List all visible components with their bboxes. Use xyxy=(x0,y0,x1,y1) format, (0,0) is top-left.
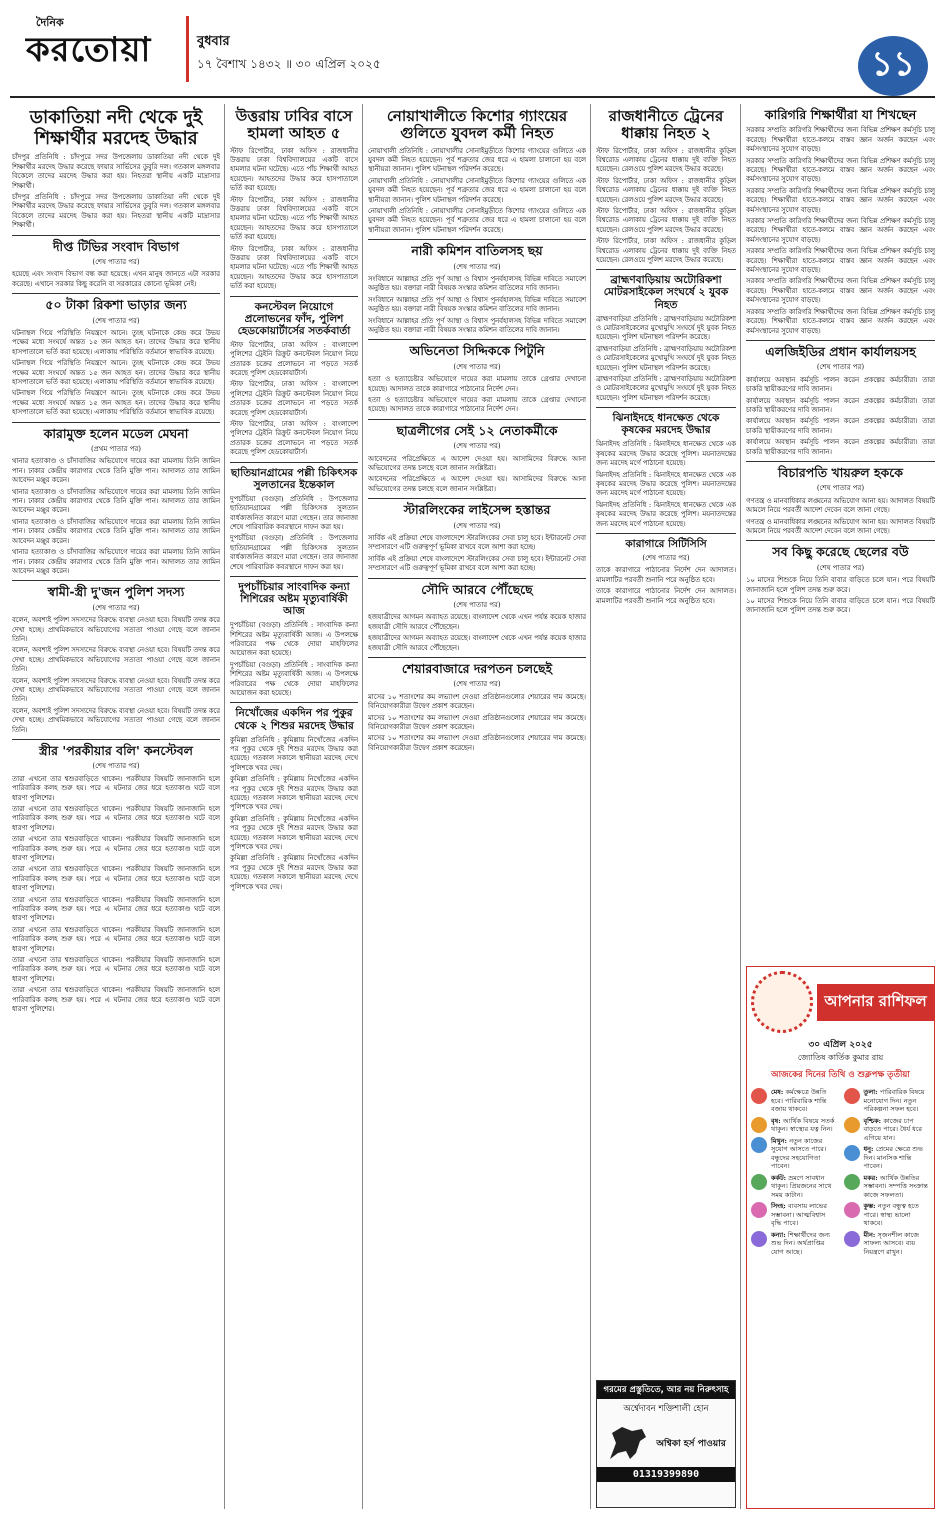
article-body: ঘটনাস্থল গিয়ে পরিস্থিতি নিয়ন্ত্রণে আনে। তুচ্ছ ঘটনাকে কেন্দ্র করে উভয় পক্ষের মধ্যে সংঘর্ষে অন্তত ১৫ জন আহত হন। তাদের উদ্ধার করে স্থানীয় হাসপাতালে ভর্তি করা হয়েছে। এলাকায় পরিস্থিতি বর্তমানে স্বাভাবিক রয়েছে। xyxy=(12,389,220,417)
sign-text: শিক্ষার্থীদের জন্য শুভ দিন। অর্থপ্রাপ্তির যোগ আছে। xyxy=(771,1230,831,1256)
article-body: কুমিল্লা প্রতিনিধি : কুমিল্লায় নিখোঁজের একদিন পর পুকুর থেকে দুই শিশুর মরদেহ উদ্ধার করা হয়েছে। গতকাল সকালে স্থানীয়রা মরদেহ দেখে পুলিশকে খবর দেয়। xyxy=(230,775,358,812)
section-rule xyxy=(368,339,586,340)
article-body: থানার হত্যাকাণ্ড ও চাঁদাবাজির অভিযোগে দায়ের করা মামলায় তিনি জামিন পান। ঢাকার কেন্দ্রীয় কারাগার থেকে তিনি মুক্তি পান। আদালত তার জামিন আবেদন মঞ্জুর করেন। xyxy=(12,457,220,485)
article-body: সংবিধানে আল্লাহর প্রতি পূর্ণ আস্থা ও বিশ্বাস পুনর্বহালসহ বিভিন্ন দাবিতে সমাবেশ অনুষ্ঠিত হয়। বক্তারা নারী বিষয়ক সংস্কার কমিশন বাতিলের দাবি জানান। xyxy=(368,274,586,293)
tithi-line: আজকের দিনের তিথি ও শুক্লপক্ষ তৃতীয়া xyxy=(771,1070,910,1080)
article-body: মাসের ১০ শতাংশের কম লভ্যাংশ দেওয়া প্রতিষ্ঠানগুলোর শেয়ারের দাম কমেছে। বিনিয়োগকারীরা উদ্বেগ প্রকাশ করেছেন। xyxy=(368,713,586,731)
article-body: চাঁদপুর প্রতিনিধি : চাঁদপুরে সদর উপজেলায় ডাকাতিয়া নদী থেকে দুই শিক্ষার্থীর মরদেহ উদ্ধার করেছে ফায়ার সার্ভিসের ডুবুরি দল। গতকাল মঙ্গলবার বিকেলে তাদের মরদেহ উদ্ধার করা হয়। নিহতরা স্থানীয় একটি মাদ্রাসার শিক্ষার্থী। xyxy=(12,153,220,190)
column-rule xyxy=(362,104,363,1509)
article-body: স্টাফ রিপোর্টার, ঢাকা অফিস : রাজধানীর কুড়িল বিশ্বরোড এলাকায় ট্রেনের ধাক্কায় দুই ব্যক্তি নিহত হয়েছেন। রেলওয়ে পুলিশ মরদেহ উদ্ধার করেছে। xyxy=(596,237,736,264)
sign-name: মিথুন: xyxy=(771,1136,790,1145)
article-headline: সব কিছু করেছে ছেলের বউ xyxy=(772,544,909,560)
article-body: সংবিধানে আল্লাহর প্রতি পূর্ণ আস্থা ও বিশ্বাস পুনর্বহালসহ বিভিন্ন দাবিতে সমাবেশ অনুষ্ঠিত হয়। বক্তারা নারী বিষয়ক সংস্কার কমিশন বাতিলের দাবি জানান। xyxy=(368,316,586,334)
article-body: কার্যালয়ে অবস্থান কর্মসূচি পালন করেন প্রকল্পের কর্মচারীরা। তারা চাকরি স্থায়ীকরণের দাবি জানান। xyxy=(746,438,935,456)
horoscope-sign xyxy=(844,1202,931,1228)
article-headline: অভিনেতা সিদ্দিককে পিটুনি xyxy=(409,343,545,359)
zodiac-sign-icon xyxy=(751,1137,767,1153)
article-body: থানার হত্যাকাণ্ড ও চাঁদাবাজির অভিযোগে দায়ের করা মামলায় তিনি জামিন পান। ঢাকার কেন্দ্রীয় কারাগার থেকে তিনি মুক্তি পান। আদালত তার জামিন আবেদন মঞ্জুর করেন। xyxy=(12,517,220,545)
article-headline: ব্রাহ্মণবাড়িয়ায় অটোরিকশা মোটরসাইকেল সংঘর্ষে ২ যুবক নিহত xyxy=(603,274,729,311)
horoscope-sign xyxy=(751,1088,838,1114)
section-rule xyxy=(12,293,220,294)
ad-slogan: অর্শ্বেদাবন শক্তিশালী হোন xyxy=(623,1404,709,1414)
article-body: স্টাফ রিপোর্টার, ঢাকা অফিস : রাজধানীর উত্তরায় ঢাকা বিশ্ববিদ্যালয়ের একটি বাসে হামলার ঘটনা ঘটেছে। এতে পাঁচ শিক্ষার্থী আহত হয়েছেন। আহতদের উদ্ধার করে হাসপাতালে ভর্তি করা হয়েছে। xyxy=(230,244,358,291)
article-body: সরকার সম্প্রতি কারিগরি শিক্ষার্থীদের জন্য বিভিন্ন প্রশিক্ষণ কর্মসূচি চালু করেছে। শিক্ষার্থীরা হাতে-কলমে বাস্তব জ্ঞান অর্জন করছেন এবং কর্মসংস্থানের সুযোগ বাড়ছে। xyxy=(746,247,935,275)
article-body: মাসের ১০ শতাংশের কম লভ্যাংশ দেওয়া প্রতিষ্ঠানগুলোর শেয়ারের দাম কমেছে। বিনিয়োগকারীরা উদ্বেগ প্রকাশ করেছেন। xyxy=(368,734,586,752)
sign-text: ব্যবসায় লাভের সম্ভাবনা। আত্মবিশ্বাস বৃদ্ধি পাবে। xyxy=(771,1202,827,1227)
article-body: আবেদনের পরিপ্রেক্ষিতে এ আদেশ দেওয়া হয়। আসামিদের বিরুদ্ধে আনা অভিযোগের তদন্ত চলছে বলে জানান সংশ্লিষ্টরা। xyxy=(368,454,586,472)
article-body: সরকার সম্প্রতি কারিগরি শিক্ষার্থীদের জন্য বিভিন্ন প্রশিক্ষণ কর্মসূচি চালু করেছে। শিক্ষার্থীরা হাতে-কলমে বাস্তব জ্ঞান অর্জন করছেন এবং কর্মসংস্থানের সুযোগ বাড়ছে। xyxy=(746,186,935,214)
sign-name: মেষ: xyxy=(771,1088,786,1096)
ad-top-line: গরমের প্রস্তুতিতে, আর নয় নিরুৎসাহ xyxy=(597,1381,735,1399)
masthead-rule xyxy=(10,96,935,98)
section-rule xyxy=(230,462,358,463)
horoscope-sign xyxy=(751,1174,838,1200)
article-headline: নিখোঁজের একদিন পর পুকুর থেকে ২ শিশুর মরদেহ উদ্ধার xyxy=(234,707,354,732)
logo-small-text: দৈনিক xyxy=(36,16,64,29)
article-body: স্টাফ রিপোর্টার, ঢাকা অফিস : বাংলাদেশ পুলিশের ট্রেইনি রিক্রুট কনস্টেবল নিয়োগ নিয়ে প্রতারক চক্রের প্রলোভনে না পড়তে সতর্ক করেছে পুলিশ হেডকোয়ার্টার্স। xyxy=(230,340,358,377)
article-body: ব্রাহ্মণবাড়িয়া প্রতিনিধি : ব্রাহ্মণবাড়িয়ায় অটোরিকশা ও মোটরসাইকেলের মুখোমুখি সংঘর্ষে দুই যুবক নিহত হয়েছেন। পুলিশ ঘটনাস্থল পরিদর্শন করেছে। xyxy=(596,314,736,342)
article-body: ঝিনাইদহ প্রতিনিধি : ঝিনাইদহে ধানক্ষেত থেকে এক কৃষকের মরদেহ উদ্ধার করেছে পুলিশ। ময়নাতদন্তের জন্য মরদেহ মর্গে পাঠানো হয়েছে। xyxy=(596,500,736,528)
jump-line: (শেষ পাতার পর) xyxy=(816,484,865,493)
sign-text: কাজের চাপ বাড়তে পারে। ধৈর্য ধরে এগিয়ে যান। xyxy=(863,1116,922,1142)
horoscope-sign xyxy=(844,1088,931,1114)
article-body: সরকার সম্প্রতি কারিগরি শিক্ষার্থীদের জন্য বিভিন্ন প্রশিক্ষণ কর্মসূচি চালু করেছে। শিক্ষার্থীরা হাতে-কলমে বাস্তব জ্ঞান অর্জন করছেন এবং কর্মসংস্থানের সুযোগ বাড়ছে। xyxy=(746,307,935,335)
article-body: ব্রাহ্মণবাড়িয়া প্রতিনিধি : ব্রাহ্মণবাড়িয়ায় অটোরিকশা ও মোটরসাইকেলের মুখোমুখি সংঘর্ষে দুই যুবক নিহত হয়েছেন। পুলিশ ঘটনাস্থল পরিদর্শন করেছে। xyxy=(596,344,736,372)
article-body: নোয়াখালী প্রতিনিধি : নোয়াখালীর সোনাইমুড়ীতে কিশোর গ্যাংয়ের গুলিতে এক যুবদল কর্মী নিহত হয়েছেন। পূর্ব শত্রুতার জের ধরে এ হামলা চালানো হয় বলে স্থানীয়রা জানান। পুলিশ ঘটনাস্থল পরিদর্শন করেছে। xyxy=(368,176,586,204)
article-body: চাঁদপুর প্রতিনিধি : চাঁদপুরে সদর উপজেলায় ডাকাতিয়া নদী থেকে দুই শিক্ষার্থীর মরদেহ উদ্ধার করেছে ফায়ার সার্ভিসের ডুবুরি দল। গতকাল মঙ্গলবার বিকেলে তাদের মরদেহ উদ্ধার করা হয়। নিহতরা স্থানীয় একটি মাদ্রাসার শিক্ষার্থী। xyxy=(12,193,220,230)
sign-text: পারিবারিক বিষয়ে মনোযোগ দিন। নতুন পরিকল্পনা সফল হবে। xyxy=(863,1088,925,1113)
article-body: থানার হত্যাকাণ্ড ও চাঁদাবাজির অভিযোগে দায়ের করা মামলায় তিনি জামিন পান। ঢাকার কেন্দ্রীয় কারাগার থেকে তিনি মুক্তি পান। আদালত তার জামিন আবেদন মঞ্জুর করেন। xyxy=(12,548,220,575)
section-rule xyxy=(368,578,586,579)
article-body: দুপচাঁচিয়া (বগুড়া) প্রতিনিধি : সাংবাদিক কন্যা শিশিরের অষ্টম মৃত্যুবার্ষিকী আজ। এ উপলক্ষে পরিবারের পক্ষ থেকে দোয়া মাহফিলের আয়োজন করা হয়েছে। xyxy=(230,621,358,658)
article-body: কার্যালয়ে অবস্থান কর্মসূচি পালন করেন প্রকল্পের কর্মচারীরা। তারা চাকরি স্থায়ীকরণের দাবি জানান। xyxy=(746,375,935,394)
article-headline: শেয়ারবাজারে দরপতন চলছেই xyxy=(401,661,553,676)
article-body: দুপচাঁচিয়া (বগুড়া) প্রতিনিধি : সাংবাদিক কন্যা শিশিরের অষ্টম মৃত্যুবার্ষিকী আজ। এ উপলক্ষে পরিবারের পক্ষ থেকে দোয়া মাহফিলের আয়োজন করা হয়েছে। xyxy=(230,660,358,698)
column-rule xyxy=(224,104,225,1509)
zodiac-wheel-icon xyxy=(751,971,813,1033)
article-headline: সৌদি আরবে পৌঁছেছে xyxy=(421,581,533,597)
section-rule xyxy=(746,461,935,462)
section-rule xyxy=(230,702,358,703)
jump-line: (শেষ পাতার পর) xyxy=(92,603,140,612)
article-headline: স্ত্রীর 'পরকীয়ার বলি' কনস্টেবল xyxy=(39,742,193,758)
masthead-divider xyxy=(186,16,189,82)
article-body: স্টাফ রিপোর্টার, ঢাকা অফিস : রাজধানীর কুড়িল বিশ্বরোড এলাকায় ট্রেনের ধাক্কায় দুই ব্যক্তি নিহত হয়েছেন। রেলওয়ে পুলিশ মরদেহ উদ্ধার করেছে। xyxy=(596,146,736,174)
jump-line: (শেষ পাতার পর) xyxy=(453,262,501,271)
sign-name: কর্কট: xyxy=(771,1173,789,1182)
article-body: নোয়াখালী প্রতিনিধি : নোয়াখালীর সোনাইমুড়ীতে কিশোর গ্যাংয়ের গুলিতে এক যুবদল কর্মী নিহত হয়েছেন। পূর্ব শত্রুতার জের ধরে এ হামলা চালানো হয় বলে স্থানীয়রা জানান। পুলিশ ঘটনাস্থল পরিদর্শন করেছে। xyxy=(368,146,586,174)
horoscope-title: আপনার রাশিফল xyxy=(817,984,934,1021)
zodiac-sign-icon xyxy=(751,1174,767,1190)
article-body: সার্বিক এই প্রক্রিয়া শেষে বাংলাদেশে স্টারলিংকের সেবা চালু হবে। ইন্টারনেট সেবা সম্প্রসারণে এটি গুরুত্বপূর্ণ ভূমিকা রাখবে বলে আশা করা হচ্ছে। xyxy=(368,554,586,573)
ad-brand-row xyxy=(597,1419,735,1467)
jump-line: (শেষ পাতার পর) xyxy=(453,362,501,371)
article-body: ঘটনাস্থল গিয়ে পরিস্থিতি নিয়ন্ত্রণে আনে। তুচ্ছ ঘটনাকে কেন্দ্র করে উভয় পক্ষের মধ্যে সংঘর্ষে অন্তত ১৫ জন আহত হন। তাদের উদ্ধার করে স্থানীয় হাসপাতালে ভর্তি করা হয়েছে। এলাকায় পরিস্থিতি বর্তমানে স্বাভাবিক রয়েছে। xyxy=(12,329,220,356)
column-1 xyxy=(12,104,220,1509)
jump-line: (শেষ পাতার পর) xyxy=(453,442,501,451)
zodiac-sign-icon xyxy=(751,1117,767,1133)
advertisement[interactable] xyxy=(596,1380,736,1508)
newspaper-logo: করতোয়া xyxy=(26,30,152,70)
page-number-badge: ১১ xyxy=(858,36,928,96)
article-body: গণতন্ত্র ও মানবাধিকার লঙ্ঘনের অভিযোগ আনা হয়। আদালত বিষয়টি আমলে নিয়ে পরবর্তী আদেশ দেবেন বলে জানা গেছে। xyxy=(746,517,935,535)
article-headline: নোয়াখালীতে কিশোর গ্যাংয়ের গুলিতে যুবদল কর্মী নিহত xyxy=(386,107,568,143)
column-2 xyxy=(230,104,358,1509)
horoscope-box xyxy=(746,966,935,1509)
zodiac-sign-icon xyxy=(844,1117,860,1133)
sign-name: তুলা: xyxy=(863,1088,880,1096)
article-body: কার্যালয়ে অবস্থান কর্মসূচি পালন করেন প্রকল্পের কর্মচারীরা। তারা চাকরি স্থায়ীকরণের দাবি জানান। xyxy=(746,396,935,414)
article-body: তারা এখনো তার শ্বশুরবাড়িতে থাকেন। পরকীয়ার বিষয়টি জানাজানি হলে পারিবারিক কলহ শুরু হয়। পরে এ ঘটনার জের ধরে হত্যাকাণ্ড ঘটে বলে ধারণা পুলিশের। xyxy=(12,804,220,832)
article-body: ব্রাহ্মণবাড়িয়া প্রতিনিধি : ব্রাহ্মণবাড়িয়ায় অটোরিকশা ও মোটরসাইকেলের মুখোমুখি সংঘর্ষে দুই যুবক নিহত হয়েছেন। পুলিশ ঘটনাস্থল পরিদর্শন করেছে। xyxy=(596,375,736,402)
sign-text: কর্মক্ষেত্রে উন্নতি হবে। পারিবারিক শান্তি বজায় থাকবে। xyxy=(771,1088,827,1113)
column-5 xyxy=(746,104,935,824)
sign-text: নতুন কাজের সুযোগ আসতে পারে। বন্ধুদের সহযোগিতা পাবেন। xyxy=(771,1136,827,1170)
jump-line: (শেষ পাতার পর) xyxy=(816,563,865,572)
zodiac-sign-icon xyxy=(751,1202,767,1218)
article-body: তাকে কারাগারে পাঠানোর নির্দেশ দেন আদালত। মামলাটির পরবর্তী শুনানি পরে অনুষ্ঠিত হবে। xyxy=(596,566,736,584)
article-headline: স্বামী-স্ত্রী দু'জন পুলিশ সদস্য xyxy=(47,584,185,600)
sign-name: বৃষ: xyxy=(771,1116,783,1125)
article-headline: ছাতিয়ানগ্রামের পল্লী চিকিৎসক সুলতানের ইন্তেকাল xyxy=(230,466,358,491)
article-headline: বিচারপতি খায়রুল হককে xyxy=(777,464,904,480)
article-body: তারা এখনো তার শ্বশুরবাড়িতে থাকেন। পরকীয়ার বিষয়টি জানাজানি হলে পারিবারিক কলহ শুরু হয়। পরে এ ঘটনার জের ধরে হত্যাকাণ্ড ঘটে বলে ধারণা পুলিশের। xyxy=(12,835,220,862)
horoscope-date: ৩০ এপ্রিল ২০২৫ xyxy=(808,1040,873,1050)
weekday-label: বুধবার xyxy=(197,34,230,49)
jump-line: (শেষ পাতার পর) xyxy=(453,680,501,689)
horoscope-sign xyxy=(751,1202,838,1228)
sign-name: ধনু: xyxy=(863,1145,876,1153)
article-body: হজযাত্রীদের আগমন অব্যাহত রয়েছে। বাংলাদেশ থেকে এখন পর্যন্ত কয়েক হাজার হজযাত্রী সৌদি আরবে পৌঁছেছেন। xyxy=(368,634,586,652)
section-rule xyxy=(230,296,358,297)
article-headline: উত্তরায় ঢাবির বাসে হামলা আহত ৫ xyxy=(235,107,353,143)
article-body: নোয়াখালী প্রতিনিধি : নোয়াখালীর সোনাইমুড়ীতে কিশোর গ্যাংয়ের গুলিতে এক যুবদল কর্মী নিহত হয়েছেন। পূর্ব শত্রুতার জের ধরে এ হামলা চালানো হয় বলে স্থানীয়রা জানান। পুলিশ ঘটনাস্থল পরিদর্শন করেছে। xyxy=(368,206,586,234)
article-body: কুমিল্লা প্রতিনিধি : কুমিল্লায় নিখোঁজের একদিন পর পুকুর থেকে দুই শিশুর মরদেহ উদ্ধার করা হয়েছে। গতকাল সকালে স্থানীয়রা মরদেহ দেখে পুলিশকে খবর দেয়। xyxy=(230,814,358,852)
sign-text: প্রেমের ক্ষেত্রে শুভ দিন। মানসিক শান্তি পাবেন। xyxy=(863,1145,923,1170)
article-body: দুপচাঁচিয়া (বগুড়া) প্রতিনিধি : উপজেলার ছাতিয়ানগ্রামের পল্লী চিকিৎসক সুলতান বার্ধক্যজনিত কারণে মারা গেছেন। তার জানাজা শেষে পারিবারিক কবরস্থানে দাফন করা হয়। xyxy=(230,494,358,531)
section-rule xyxy=(230,576,358,577)
sign-text: নতুন বন্ধুত্ব হতে পারে। স্বাস্থ্য ভালো থাকবে। xyxy=(863,1202,919,1227)
article-headline: দুপচাঁচিয়ার সাংবাদিক কন্যা শিশিরের অষ্টম মৃত্যুবার্ষিকী আজ xyxy=(238,581,350,618)
jump-line: (শেষ পাতার পর) xyxy=(642,554,690,563)
article-body: তারা এখনো তার শ্বশুরবাড়িতে থাকেন। পরকীয়ার বিষয়টি জানাজানি হলে পারিবারিক কলহ শুরু হয়। পরে এ ঘটনার জের ধরে হত্যাকাণ্ড ঘটে বলে ধারণা পুলিশের। xyxy=(12,925,220,953)
article-body: হজযাত্রীদের আগমন অব্যাহত রয়েছে। বাংলাদেশ থেকে এখন পর্যন্ত কয়েক হাজার হজযাত্রী সৌদি আরবে পৌঁছেছেন। xyxy=(368,613,586,631)
sign-name: কুম্ভ: xyxy=(863,1202,878,1210)
article-headline: নারী কমিশন বাতিলসহ ছয় xyxy=(411,243,543,259)
article-body: ঘটনাস্থল গিয়ে পরিস্থিতি নিয়ন্ত্রণে আনে। তুচ্ছ ঘটনাকে কেন্দ্র করে উভয় পক্ষের মধ্যে সংঘর্ষে অন্তত ১৫ জন আহত হন। তাদের উদ্ধার করে স্থানীয় হাসপাতালে ভর্তি করা হয়েছে। এলাকায় পরিস্থিতি বর্তমানে স্বাভাবিক রয়েছে। xyxy=(12,359,220,387)
article-body: ঝিনাইদহ প্রতিনিধি : ঝিনাইদহে ধানক্ষেত থেকে এক কৃষকের মরদেহ উদ্ধার করেছে পুলিশ। ময়নাতদন্তের জন্য মরদেহ মর্গে পাঠানো হয়েছে। xyxy=(596,440,736,468)
article-headline: দীপ্ত টিভির সংবাদ বিভাগ xyxy=(52,238,180,254)
zodiac-sign-icon xyxy=(844,1088,860,1104)
horoscope-header xyxy=(747,967,934,1037)
jump-line: (শেষ পাতার পর) xyxy=(453,521,501,530)
article-body: সরকার সম্প্রতি কারিগরি শিক্ষার্থীদের জন্য বিভিন্ন প্রশিক্ষণ কর্মসূচি চালু করেছে। শিক্ষার্থীরা হাতে-কলমে বাস্তব জ্ঞান অর্জন করছেন এবং কর্মসংস্থানের সুযোগ বাড়ছে। xyxy=(746,277,935,305)
date-label: ১৭ বৈশাখ ১৪৩২ ॥ ৩০ এপ্রিল ২০২৫ xyxy=(197,57,381,71)
article-body: কুমিল্লা প্রতিনিধি : কুমিল্লায় নিখোঁজের একদিন পর পুকুর থেকে দুই শিশুর মরদেহ উদ্ধার করা হয়েছে। গতকাল সকালে স্থানীয়রা মরদেহ দেখে পুলিশকে খবর দেয়। xyxy=(230,735,358,772)
column-rule xyxy=(590,104,591,1509)
article-body: তাকে কারাগারে পাঠানোর নির্দেশ দেন আদালত। মামলাটির পরবর্তী শুনানি পরে অনুষ্ঠিত হবে। xyxy=(596,587,736,605)
section-rule xyxy=(746,540,935,541)
section-rule xyxy=(368,239,586,240)
section-rule xyxy=(12,580,220,581)
section-rule xyxy=(596,533,736,534)
article-headline: কনস্টেবল নিয়োগে প্রলোভনের ফাঁদ, পুলিশ হেডকোয়ার্টার্সের সতর্কবার্তা xyxy=(237,300,351,337)
sign-name: মীন: xyxy=(863,1230,878,1239)
ad-brand-name: অশ্বিকা হর্স পাওয়ার xyxy=(656,1438,726,1449)
horoscope-sign xyxy=(751,1231,838,1257)
zodiac-sign-icon xyxy=(844,1202,860,1218)
sign-name: বৃশ্চিক: xyxy=(863,1116,884,1125)
section-rule xyxy=(596,269,736,270)
article-body: স্টাফ রিপোর্টার, ঢাকা অফিস : রাজধানীর কুড়িল বিশ্বরোড এলাকায় ট্রেনের ধাক্কায় দুই ব্যক্তি নিহত হয়েছেন। রেলওয়ে পুলিশ মরদেহ উদ্ধার করেছে। xyxy=(596,176,736,204)
article-body: বলেন, অবশ্যই পুলিশ সদস্যদের বিরুদ্ধে ব্যবস্থা নেওয়া হবে। বিষয়টি তদন্ত করে দেখা হচ্ছে। প্রাথমিকভাবে অভিযোগের সত্যতা পাওয়া গেছে বলে জানান তিনি। xyxy=(12,676,220,704)
horoscope-sign xyxy=(751,1137,838,1171)
article-body: তারা এখনো তার শ্বশুরবাড়িতে থাকেন। পরকীয়ার বিষয়টি জানাজানি হলে পারিবারিক কলহ শুরু হয়। পরে এ ঘটনার জের ধরে হত্যাকাণ্ড ঘটে বলে ধারণা পুলিশের। xyxy=(12,865,220,893)
horoscope-sign xyxy=(844,1117,931,1143)
zodiac-sign-icon xyxy=(751,1231,767,1247)
horoscope-sign xyxy=(844,1174,931,1200)
article-body: হত্যা ও হত্যাচেষ্টার অভিযোগে দায়ের করা মামলায় তাকে গ্রেপ্তার দেখানো হয়েছে। আদালত তাকে কারাগারে পাঠানোর নির্দেশ দেন। xyxy=(368,375,586,393)
article-body: ১০ মাসের শিশুকে নিয়ে তিনি বাবার বাড়িতে চলে যান। পরে বিষয়টি জানাজানি হলে পুলিশ তদন্ত শুরু করে। xyxy=(746,576,935,594)
column-rule xyxy=(740,104,741,1509)
section-rule xyxy=(368,498,586,499)
article-body: স্টাফ রিপোর্টার, ঢাকা অফিস : রাজধানীর উত্তরায় ঢাকা বিশ্ববিদ্যালয়ের একটি বাসে হামলার ঘটনা ঘটেছে। এতে পাঁচ শিক্ষার্থী আহত হয়েছেন। আহতদের উদ্ধার করে হাসপাতালে ভর্তি করা হয়েছে। xyxy=(230,195,358,242)
sign-name: সিংহ: xyxy=(771,1202,789,1210)
article-body: তারা এখনো তার শ্বশুরবাড়িতে থাকেন। পরকীয়ার বিষয়টি জানাজানি হলে পারিবারিক কলহ শুরু হয়। পরে এ ঘটনার জের ধরে হত্যাকাণ্ড ঘটে বলে ধারণা পুলিশের। xyxy=(12,956,220,983)
article-body: স্টাফ রিপোর্টার, ঢাকা অফিস : বাংলাদেশ পুলিশের ট্রেইনি রিক্রুট কনস্টেবল নিয়োগ নিয়ে প্রতারক চক্রের প্রলোভনে না পড়তে সতর্ক করেছে পুলিশ হেডকোয়ার্টার্স। xyxy=(230,420,358,457)
section-rule xyxy=(12,422,220,423)
jump-line: (শেষ পাতার পর) xyxy=(453,600,501,609)
section-rule xyxy=(746,340,935,341)
article-body: ঝিনাইদহ প্রতিনিধি : ঝিনাইদহে ধানক্ষেত থেকে এক কৃষকের মরদেহ উদ্ধার করেছে পুলিশ। ময়নাতদন্তের জন্য মরদেহ মর্গে পাঠানো হয়েছে। xyxy=(596,470,736,498)
article-headline: কারিগরি শিক্ষার্থীরা যা শিখছেন xyxy=(764,107,917,122)
sign-text: আর্থিক উন্নতির সম্ভাবনা। সম্পত্তি সংক্রান্ত কাজে সফলতা। xyxy=(863,1173,928,1199)
article-body: বলেন, অবশ্যই পুলিশ সদস্যদের বিরুদ্ধে ব্যবস্থা নেওয়া হবে। বিষয়টি তদন্ত করে দেখা হচ্ছে। প্রাথমিকভাবে অভিযোগের সত্যতা পাওয়া গেছে বলে জানান তিনি। xyxy=(12,646,220,674)
section-rule xyxy=(368,419,586,420)
sign-name: মকর: xyxy=(863,1173,880,1182)
zodiac-sign-icon xyxy=(844,1174,860,1190)
sign-name: কন্যা: xyxy=(771,1230,788,1239)
article-body: সার্বিক এই প্রক্রিয়া শেষে বাংলাদেশে স্টারলিংকের সেবা চালু হবে। ইন্টারনেট সেবা সম্প্রসারণে এটি গুরুত্বপূর্ণ ভূমিকা রাখবে বলে আশা করা হচ্ছে। xyxy=(368,533,586,552)
jump-line: (শেষ পাতার পর) xyxy=(816,363,865,372)
article-body: কুমিল্লা প্রতিনিধি : কুমিল্লায় নিখোঁজের একদিন পর পুকুর থেকে দুই শিশুর মরদেহ উদ্ধার করা হয়েছে। গতকাল সকালে স্থানীয়রা মরদেহ দেখে পুলিশকে খবর দেয়। xyxy=(230,854,358,891)
article-body: তারা এখনো তার শ্বশুরবাড়িতে থাকেন। পরকীয়ার বিষয়টি জানাজানি হলে পারিবারিক কলহ শুরু হয়। পরে এ ঘটনার জের ধরে হত্যাকাণ্ড ঘটে বলে ধারণা পুলিশের। xyxy=(12,986,220,1014)
sign-text: সৃজনশীল কাজে সাফল্য আসবে। ব্যয় নিয়ন্ত্রণে রাখুন। xyxy=(863,1230,919,1256)
article-body: ১০ মাসের শিশুকে নিয়ে তিনি বাবার বাড়িতে চলে যান। পরে বিষয়টি জানাজানি হলে পুলিশ তদন্ত শুরু করে। xyxy=(746,596,935,615)
zodiac-sign-icon xyxy=(844,1145,860,1161)
article-headline: রাজধানীতে ট্রেনের ধাক্কায় নিহত ২ xyxy=(608,107,724,143)
article-body: বলেন, অবশ্যই পুলিশ সদস্যদের বিরুদ্ধে ব্যবস্থা নেওয়া হবে। বিষয়টি তদন্ত করে দেখা হচ্ছে। প্রাথমিকভাবে অভিযোগের সত্যতা পাওয়া গেছে বলে জানান তিনি। xyxy=(12,706,220,734)
article-headline: ডাকাতিয়া নদী থেকে দুই শিক্ষার্থীর মরদেহ উদ্ধার xyxy=(29,107,203,149)
horoscope-signs xyxy=(747,1085,934,1262)
article-body: সরকার সম্প্রতি কারিগরি শিক্ষার্থীদের জন্য বিভিন্ন প্রশিক্ষণ কর্মসূচি চালু করেছে। শিক্ষার্থীরা হাতে-কলমে বাস্তব জ্ঞান অর্জন করছেন এবং কর্মসংস্থানের সুযোগ বাড়ছে। xyxy=(746,156,935,184)
article-body: দুপচাঁচিয়া (বগুড়া) প্রতিনিধি : উপজেলার ছাতিয়ানগ্রামের পল্লী চিকিৎসক সুলতান বার্ধক্যজনিত কারণে মারা গেছেন। তার জানাজা শেষে পারিবারিক কবরস্থানে দাফন করা হয়। xyxy=(230,534,358,571)
article-body: হয়েছে এবং সংবাদ বিভাগ বন্ধ করা হয়েছে। এখন মানুষ জানতে এটা সরকার করেছে। এখানে সরকার কিছু করেনি বা সরকারের কোনো ভূমিকা নেই। xyxy=(12,270,220,288)
section-rule xyxy=(12,235,220,236)
article-body: গণতন্ত্র ও মানবাধিকার লঙ্ঘনের অভিযোগ আনা হয়। আদালত বিষয়টি আমলে নিয়ে পরবর্তী আদেশ দেবেন বলে জানা গেছে। xyxy=(746,496,935,515)
article-body: সংবিধানে আল্লাহর প্রতি পূর্ণ আস্থা ও বিশ্বাস পুনর্বহালসহ বিভিন্ন দাবিতে সমাবেশ অনুষ্ঠিত হয়। বক্তারা নারী বিষয়ক সংস্কার কমিশন বাতিলের দাবি জানান। xyxy=(368,295,586,314)
article-headline: কারাগারে সিটিসিসি xyxy=(625,538,707,550)
jump-line: (শেষ পাতার পর) xyxy=(92,258,140,266)
article-body: তারা এখনো তার শ্বশুরবাড়িতে থাকেন। পরকীয়ার বিষয়টি জানাজানি হলে পারিবারিক কলহ শুরু হয়। পরে এ ঘটনার জের ধরে হত্যাকাণ্ড ঘটে বলে ধারণা পুলিশের। xyxy=(12,895,220,923)
horoscope-sign xyxy=(844,1145,931,1171)
sign-text: আর্থিক বিষয়ে সতর্ক থাকুন। স্বাস্থ্যের যত্ন নিন। xyxy=(771,1116,835,1133)
article-body: কার্যালয়ে অবস্থান কর্মসূচি পালন করেন প্রকল্পের কর্মচারীরা। তারা চাকরি স্থায়ীকরণের দাবি জানান। xyxy=(746,417,935,435)
article-body: মাসের ১০ শতাংশের কম লভ্যাংশ দেওয়া প্রতিষ্ঠানগুলোর শেয়ারের দাম কমেছে। বিনিয়োগকারীরা উদ্বেগ প্রকাশ করেছেন। xyxy=(368,692,586,711)
article-headline: এলজিইডির প্রধান কার্যালয়সহ xyxy=(765,343,916,359)
column-4 xyxy=(596,104,736,1374)
article-body: তারা এখনো তার শ্বশুরবাড়িতে থাকেন। পরকীয়ার বিষয়টি জানাজানি হলে পারিবারিক কলহ শুরু হয়। পরে এ ঘটনার জের ধরে হত্যাকাণ্ড ঘটে বলে ধারণা পুলিশের। xyxy=(12,774,220,802)
horoscope-sign xyxy=(751,1117,838,1134)
article-body: স্টাফ রিপোর্টার, ঢাকা অফিস : রাজধানীর উত্তরায় ঢাকা বিশ্ববিদ্যালয়ের একটি বাসে হামলার ঘটনা ঘটেছে। এতে পাঁচ শিক্ষার্থী আহত হয়েছেন। আহতদের উদ্ধার করে হাসপাতালে ভর্তি করা হয়েছে। xyxy=(230,146,358,193)
horse-icon xyxy=(606,1423,650,1463)
zodiac-sign-icon xyxy=(751,1088,767,1104)
horoscope-author: জ্যোতিষ কার্তিক কুমার রায় xyxy=(797,1053,884,1062)
article-headline: কারামুক্ত হলেন মডেল মেঘনা xyxy=(43,425,189,441)
ad-phone-number[interactable]: 01319399890 xyxy=(597,1467,735,1482)
article-headline: ঝিনাইদহে ধানক্ষেত থেকে কৃষকের মরদেহ উদ্ধার xyxy=(612,412,720,437)
jump-line: (শেষ পাতার পর) xyxy=(92,316,140,325)
article-body: সরকার সম্প্রতি কারিগরি শিক্ষার্থীদের জন্য বিভিন্ন প্রশিক্ষণ কর্মসূচি চালু করেছে। শিক্ষার্থীরা হাতে-কলমে বাস্তব জ্ঞান অর্জন করছেন এবং কর্মসংস্থানের সুযোগ বাড়ছে। xyxy=(746,126,935,154)
article-body: থানার হত্যাকাণ্ড ও চাঁদাবাজির অভিযোগে দায়ের করা মামলায় তিনি জামিন পান। ঢাকার কেন্দ্রীয় কারাগার থেকে তিনি মুক্তি পান। আদালত তার জামিন আবেদন মঞ্জুর করেন। xyxy=(12,487,220,515)
article-body: আবেদনের পরিপ্রেক্ষিতে এ আদেশ দেওয়া হয়। আসামিদের বিরুদ্ধে আনা অভিযোগের তদন্ত চলছে বলে জানান সংশ্লিষ্টরা। xyxy=(368,475,586,493)
section-rule xyxy=(12,739,220,740)
article-headline: স্টারলিংকের লাইসেন্স হস্তান্তর xyxy=(403,502,551,518)
article-headline: ছাত্রলীগের সেই ১২ নেতাকর্মীকে xyxy=(396,422,558,438)
article-headline: ৫০ টাকা রিকশা ভাড়ার জন্য xyxy=(45,297,187,313)
article-body: সরকার সম্প্রতি কারিগরি শিক্ষার্থীদের জন্য বিভিন্ন প্রশিক্ষণ কর্মসূচি চালু করেছে। শিক্ষার্থীরা হাতে-কলমে বাস্তব জ্ঞান অর্জন করছেন এবং কর্মসংস্থানের সুযোগ বাড়ছে। xyxy=(746,217,935,244)
horoscope-sign xyxy=(844,1231,931,1257)
article-body: হত্যা ও হত্যাচেষ্টার অভিযোগে দায়ের করা মামলায় তাকে গ্রেপ্তার দেখানো হয়েছে। আদালত তাকে কারাগারে পাঠানোর নির্দেশ দেন। xyxy=(368,395,586,414)
jump-line: (প্রথম পাতার পর) xyxy=(90,445,142,454)
sign-text: ভ্রমণে সাবধান থাকুন। প্রিয়জনের সাথে সময় কাটান। xyxy=(771,1173,832,1199)
article-body: বলেন, অবশ্যই পুলিশ সদস্যদের বিরুদ্ধে ব্যবস্থা নেওয়া হবে। বিষয়টি তদন্ত করে দেখা হচ্ছে। প্রাথমিকভাবে অভিযোগের সত্যতা পাওয়া গেছে বলে জানান তিনি। xyxy=(12,616,220,643)
article-body: স্টাফ রিপোর্টার, ঢাকা অফিস : রাজধানীর কুড়িল বিশ্বরোড এলাকায় ট্রেনের ধাক্কায় দুই ব্যক্তি নিহত হয়েছেন। রেলওয়ে পুলিশ মরদেহ উদ্ধার করেছে। xyxy=(596,206,736,234)
zodiac-sign-icon xyxy=(844,1231,860,1247)
article-body: স্টাফ রিপোর্টার, ঢাকা অফিস : বাংলাদেশ পুলিশের ট্রেইনি রিক্রুট কনস্টেবল নিয়োগ নিয়ে প্রতারক চক্রের প্রলোভনে না পড়তে সতর্ক করেছে পুলিশ হেডকোয়ার্টার্স। xyxy=(230,380,358,417)
section-rule xyxy=(368,657,586,658)
column-3 xyxy=(368,104,586,1509)
section-rule xyxy=(596,407,736,408)
jump-line: (শেষ পাতার পর) xyxy=(92,762,140,771)
